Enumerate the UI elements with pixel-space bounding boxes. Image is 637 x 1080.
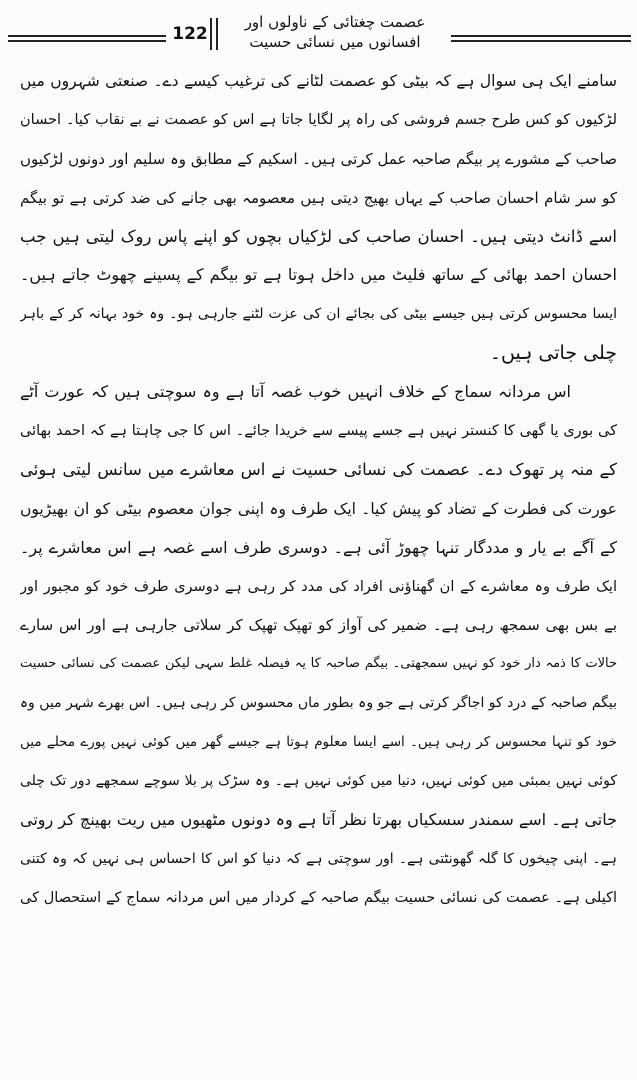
text-line: ایک طرف وہ معاشرے کے ان گھناؤنی افراد کی مدد کر رہی ہے دوسری طرف خود کو مجبور اور [20,578,617,595]
text-line: کے آگے بے یار و مددگار تنہا چھوڑ آئی ہے۔ دوسری طرف اسے غصہ ہے اس معاشرے پر۔ [20,537,617,557]
text-line: ایسا محسوس کرتی ہیں جیسے بیٹی کی بجائے ان کی عزت لٹنے جارہی ہو۔ وہ خود بہانہ کر کے باہر [20,306,617,323]
text-line: کی بوری یا گھی کا کنستر نہیں ہے جسے پیسے سے خریدا جائے۔ اس کا جی چاہتا ہے کہ احمد بھائی [20,423,617,440]
text-line: عورت کی فطرت کے تضاد کو پیش کیا۔ ایک طرف وہ اپنی جوان معصوم بیٹی کو ان بھیڑیوں [20,499,617,518]
text-line: بیگم صاحبہ کے درد کو اجاگر کرتی ہے جو وہ بطور ماں محسوس کر رہی ہیں۔ اس بھرے شہر میں وہ [20,695,617,712]
text-line: اسے ڈانٹ دیتی ہیں۔ احسان صاحب کی لڑکیاں بچوں کو اپنے پاس روک لیتی ہیں جب [20,226,617,246]
text-line: لڑکیوں کو کس طرح جسم فروشی کی راہ پر لگایا جاتا ہے اس کو عصمت نے بے نقاب کیا۔ احسان [20,111,617,128]
text-line: اکیلی ہے۔ عصمت کی نسائی حسیت بیگم صاحبہ کے کردار میں اس مردانہ سماج کے استحصال کی [20,889,617,906]
text-line: کے منہ پر تھوک دے۔ عصمت کی نسائی حسیت نے اس معاشرے میں سانس لیتی ہوئی [20,459,617,479]
text-line: خود کو تنہا محسوس کر رہی ہیں۔ اسے ایسا معلوم ہوتا ہے جیسے گھر میں کوئی نہیں پورے محلے میں [20,734,617,751]
header-rule-right [451,35,631,42]
text-line: چلی جاتی ہیں۔ [489,342,617,365]
text-line: صاحب کے مشورے پر بیگم صاحبہ عمل کرتی ہیں۔ اسکیم کے مطابق وہ سلیم اور دونوں لڑکیوں [20,149,617,168]
text-line: کوئی نہیں بمبئی میں کوئی نہیں، دنیا میں کوئی نہیں ہے۔ وہ سڑک پر بلا سوچے سمجھے دور تک چلی [20,773,617,790]
text-line: سامنے ایک ہی سوال ہے کہ بیٹی کو عصمت لٹانے کی ترغیب کیسے دے۔ صنعتی شہروں میں [20,72,617,90]
text-line: بے بس بھی سمجھ رہی ہے۔ ضمیر کی آواز کو تھپک تھپک کر سلاتی جارہی ہے اور اس سارے [20,616,617,635]
running-title [222,12,448,52]
running-title-line-2: افسانوں میں نسائی حسیت [249,33,421,51]
header-divider [210,18,218,50]
page-number: 122 [172,24,208,44]
text-line: حالات کا ذمہ دار خود کو نہیں سمجھتی۔ بیگم صاحبہ کا یہ فیصلہ غلط سہی لیکن عصمت کی نسائی حسیت [20,656,617,672]
text-line: اس مردانہ سماج کے خلاف انہیں خوب غصہ آتا ہے وہ سوچتی ہیں کہ عورت آٹے [20,382,571,402]
header-rule-left [8,35,166,42]
text-line: ہے۔ اپنی چیخوں کا گلہ گھونٹتی ہے۔ اور سوچتی ہے کہ دنیا کو اس کا احساس ہی نہیں کہ وہ کتنی [20,850,617,867]
running-head [0,8,637,60]
text-line: احسان احمد بھائی کے ساتھ فلیٹ میں داخل ہوتا ہے تو بیگم کے پسینے چھوٹ جاتے ہیں۔ [20,265,617,285]
running-title-line-1: عصمت چغتائی کے ناولوں اور [244,13,426,31]
text-line: جاتی ہے۔ اسے سمندر سسکیاں بھرتا نظر آتا ہے وہ دونوں مٹھیوں میں ریت بھینچ کر روتی [20,809,617,829]
text-line: کو سر شام احسان صاحب کے یہاں بھیج دیتی ہیں معصومہ بھی جانے کی ضد کرتی ہے تو بیگم [20,188,617,207]
body-text [20,62,617,918]
